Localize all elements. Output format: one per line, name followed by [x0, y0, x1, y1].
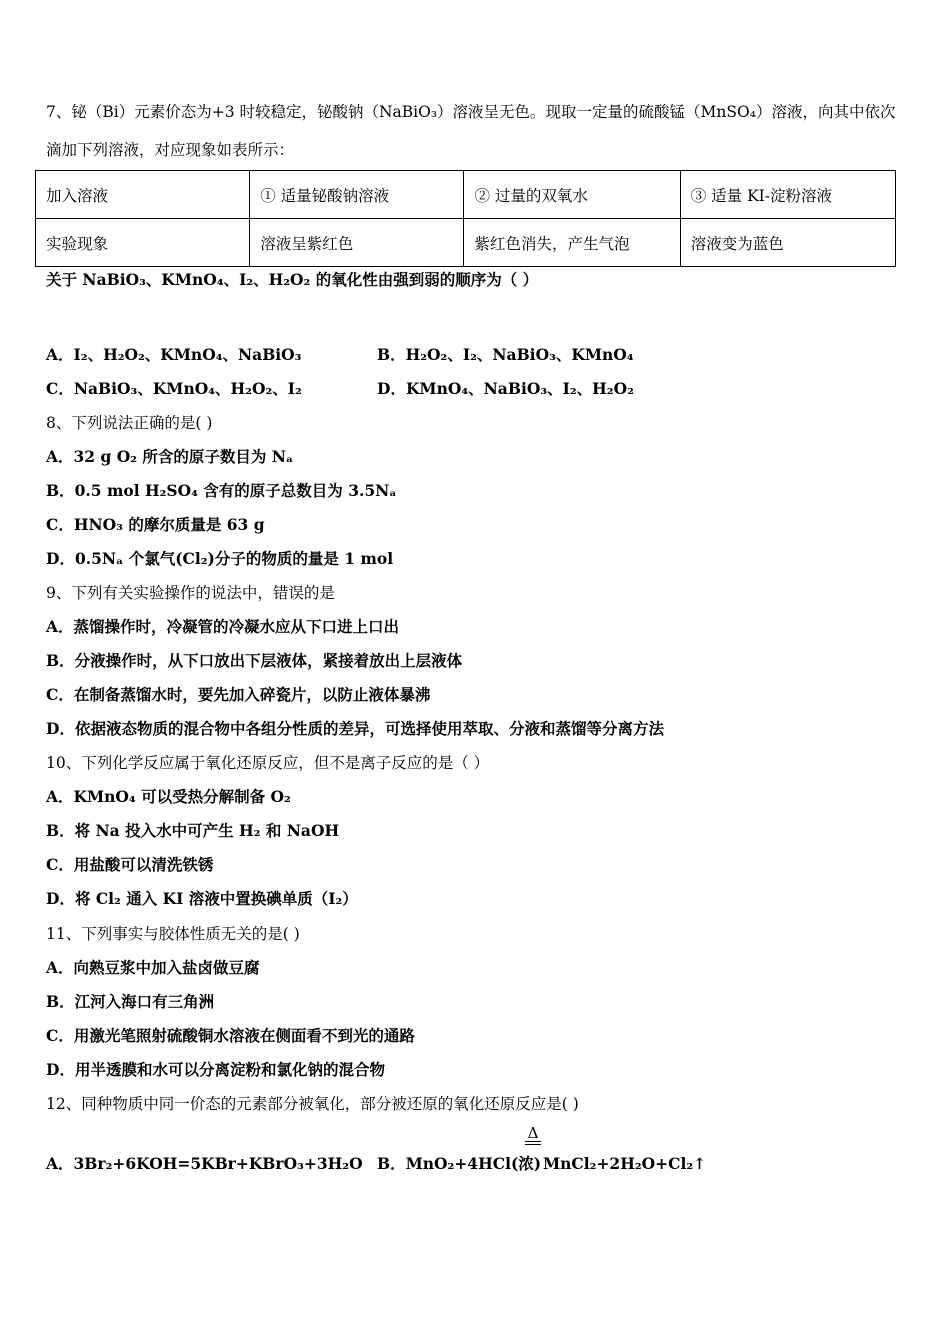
q8-option-a[interactable]: A．32 g O₂ 所含的原子数目为 Nₐ — [46, 447, 294, 466]
table-cell: 加入溶液 — [36, 171, 250, 219]
q8-stem: 8、下列说法正确的是( ) — [46, 414, 213, 432]
table-cell: ① 适量铋酸钠溶液 — [250, 171, 464, 219]
q10-option-c[interactable]: C．用盐酸可以清洗铁锈 — [46, 855, 214, 874]
q12-option-a[interactable]: A．3Br₂+6KOH=5KBr+KBrO₃+3H₂O — [46, 1154, 363, 1173]
q11-option-c[interactable]: C．用激光笔照射硫酸铜水溶液在侧面看不到光的通路 — [46, 1026, 415, 1045]
q7-stem-line1: 7、铋（Bi）元素价态为+3 时较稳定，铋酸钠（NaBiO₃）溶液呈无色。现取一定量的硫酸锰（MnSO₄）溶液，向其中依次 — [46, 103, 896, 121]
table-cell: ② 过量的双氧水 — [464, 171, 680, 219]
table-cell: 实验现象 — [36, 219, 250, 267]
q7-stem-line2: 滴加下列溶液，对应现象如表所示： — [46, 141, 295, 159]
heat-condition-symbol — [525, 1126, 541, 1145]
q9-option-d[interactable]: D．依据液态物质的混合物中各组分性质的差异，可选择使用萃取、分液和蒸馏等分离方法 — [46, 719, 664, 738]
q11-option-a[interactable]: A．向熟豆浆中加入盐卤做豆腐 — [46, 958, 260, 977]
q12-option-b-products[interactable]: MnCl₂+2H₂O+Cl₂↑ — [543, 1154, 707, 1173]
q7-option-a[interactable]: A．I₂、H₂O₂、KMnO₄、NaBiO₃ — [46, 345, 302, 364]
table-cell: 溶液变为蓝色 — [680, 219, 895, 267]
table-cell: 溶液呈紫红色 — [250, 219, 464, 267]
q10-option-b[interactable]: B．将 Na 投入水中可产生 H₂ 和 NaOH — [46, 821, 340, 840]
q10-option-a[interactable]: A．KMnO₄ 可以受热分解制备 O₂ — [46, 787, 291, 806]
q9-option-c[interactable]: C．在制备蒸馏水时，要先加入碎瓷片，以防止液体暴沸 — [46, 685, 431, 704]
table-row — [36, 219, 896, 267]
q7-option-b[interactable]: B．H₂O₂、I₂、NaBiO₃、KMnO₄ — [377, 345, 634, 364]
delta-label: Δ — [527, 1124, 539, 1142]
table-row — [36, 171, 896, 219]
q7-table — [35, 170, 896, 267]
q8-option-b[interactable]: B．0.5 mol H₂SO₄ 含有的原子总数目为 3.5Nₐ — [46, 481, 397, 500]
q10-option-d[interactable]: D．将 Cl₂ 通入 KI 溶液中置换碘单质（I₂） — [46, 889, 358, 908]
q7-question: 关于 NaBiO₃、KMnO₄、I₂、H₂O₂ 的氧化性由强到弱的顺序为（ ） — [46, 270, 539, 289]
q9-stem: 9、下列有关实验操作的说法中，错误的是 — [46, 584, 335, 602]
q12-stem: 12、同种物质中同一价态的元素部分被氧化，部分被还原的氧化还原反应是( ) — [46, 1095, 579, 1113]
q8-option-c[interactable]: C．HNO₃ 的摩尔质量是 63 g — [46, 515, 265, 534]
table-cell: ③ 适量 KI-淀粉溶液 — [680, 171, 895, 219]
q12-option-b-reactants[interactable]: B．MnO₂+4HCl(浓) — [377, 1154, 542, 1173]
q8-option-d[interactable]: D．0.5Nₐ 个氯气(Cl₂)分子的物质的量是 1 mol — [46, 549, 394, 568]
q11-option-d[interactable]: D．用半透膜和水可以分离淀粉和氯化钠的混合物 — [46, 1060, 385, 1079]
table-cell: 紫红色消失，产生气泡 — [464, 219, 680, 267]
q9-option-a[interactable]: A．蒸馏操作时，冷凝管的冷凝水应从下口进上口出 — [46, 617, 400, 636]
q11-option-b[interactable]: B．江河入海口有三角洲 — [46, 992, 215, 1011]
q7-option-c[interactable]: C．NaBiO₃、KMnO₄、H₂O₂、I₂ — [46, 379, 302, 398]
q10-stem: 10、下列化学反应属于氧化还原反应，但不是离子反应的是（ ） — [46, 754, 490, 772]
q7-option-d[interactable]: D．KMnO₄、NaBiO₃、I₂、H₂O₂ — [377, 379, 634, 398]
q9-option-b[interactable]: B．分液操作时，从下口放出下层液体，紧接着放出上层液体 — [46, 651, 463, 670]
q11-stem: 11、下列事实与胶体性质无关的是( ) — [46, 925, 300, 943]
